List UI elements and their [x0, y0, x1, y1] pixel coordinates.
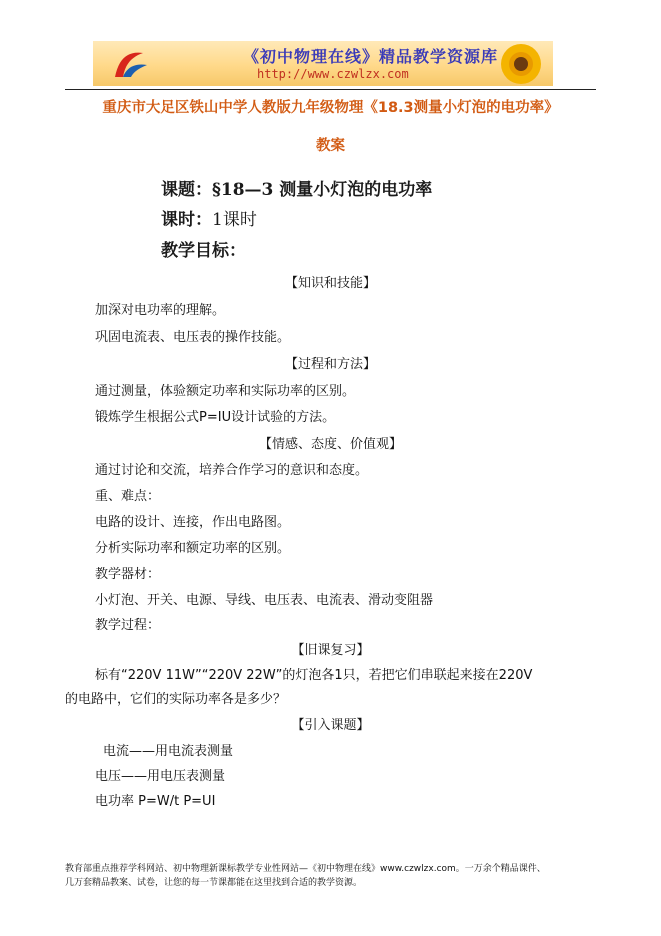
banner-url[interactable]: http://www.czwlzx.com — [257, 67, 409, 81]
equipment-label: 教学器材： — [95, 567, 161, 582]
goals-heading: 教学目标： — [161, 241, 246, 261]
process-item: 锻炼学生根据公式P=IU设计试验的方法。 — [95, 410, 336, 425]
review-question-cont: 的电路中，它们的实际功率各是多少？ — [65, 692, 287, 707]
period-value: 1课时 — [212, 210, 257, 230]
section-knowledge: 【知识和技能】 — [284, 276, 376, 291]
sunflower-icon — [499, 42, 543, 86]
footer-line: 教育部重点推荐学科网站、初中物理新课标教学专业性网站—《初中物理在线》www.czwlzx.com。一万余个精品课件、 — [65, 864, 546, 874]
page-footer — [65, 862, 610, 890]
document-title-cont: 教案 — [316, 138, 345, 154]
header-rule — [65, 89, 596, 90]
banner-title: 《初中物理在线》精品教学资源库 — [243, 47, 499, 66]
process-item: 通过测量，体验额定功率和实际功率的区别。 — [95, 384, 356, 399]
knowledge-item: 巩固电流表、电压表的操作技能。 — [95, 330, 291, 345]
site-banner — [93, 41, 553, 86]
intro-item: 电功率 P=W/t P=UI — [95, 794, 216, 809]
key-point-item: 分析实际功率和额定功率的区别。 — [95, 541, 291, 556]
teaching-process-label: 教学过程： — [95, 618, 161, 633]
topic-label: 课题： — [161, 180, 212, 200]
intro-item: 电压——用电压表测量 — [95, 769, 226, 784]
key-point-item: 电路的设计、连接，作出电路图。 — [95, 515, 291, 530]
section-process-method: 【过程和方法】 — [284, 357, 376, 372]
review-question: 标有“220V 11W”“220V 22W”的灯泡各1只，若把它们串联起来接在220V — [95, 668, 533, 683]
knowledge-item: 加深对电功率的理解。 — [95, 303, 226, 318]
section-intro: 【引入课题】 — [291, 718, 370, 733]
key-points-label: 重、难点： — [95, 489, 161, 504]
footer-line: 几万套精品教案、试卷，让您的每一节课都能在这里找到合适的教学资源。 — [65, 878, 363, 888]
period-row — [161, 205, 257, 230]
equipment-list: 小灯泡、开关、电源、导线、电压表、电流表、滑动变阻器 — [95, 593, 434, 608]
topic-row — [161, 175, 432, 200]
site-logo-icon — [109, 47, 149, 81]
topic-value: §18—3 测量小灯泡的电功率 — [212, 180, 433, 200]
intro-item: 电流——用电流表测量 — [103, 744, 234, 759]
section-emotion: 【情感、态度、价值观】 — [258, 437, 402, 452]
period-label: 课时： — [161, 210, 212, 230]
section-review: 【旧课复习】 — [291, 643, 370, 658]
document-title: 重庆市大足区铁山中学人教版九年级物理《18.3测量小灯泡的电功率》 — [102, 100, 559, 116]
emotion-item: 通过讨论和交流，培养合作学习的意识和态度。 — [95, 463, 369, 478]
